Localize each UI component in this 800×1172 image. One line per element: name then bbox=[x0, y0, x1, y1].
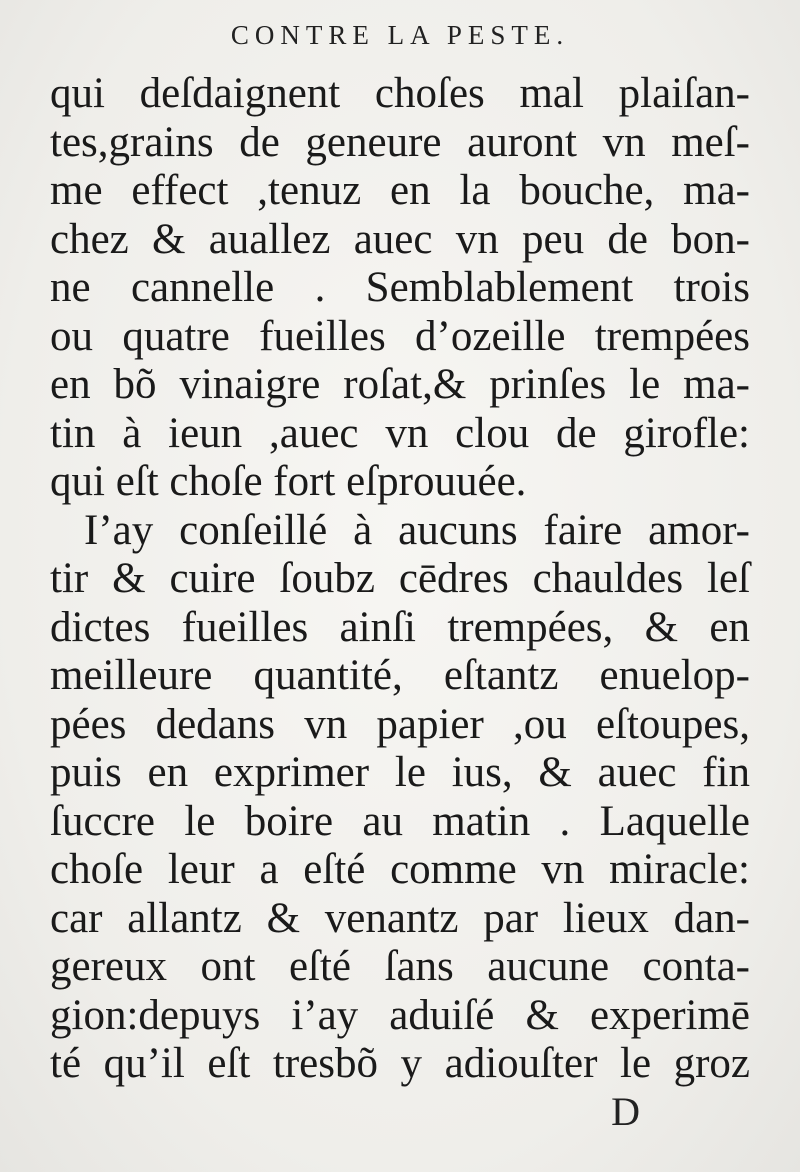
body-text bbox=[50, 70, 750, 1089]
text-line: ne cannelle . Semblablement trois bbox=[50, 264, 750, 311]
text-line: en bõ vinaigre roſat,& prinſes le ma- bbox=[50, 361, 750, 408]
text-line: té qu’il eſt tresbõ y adiouſter le groz bbox=[50, 1040, 750, 1087]
text-line: qui deſdaignent choſes mal plaiſan- bbox=[50, 70, 750, 117]
text-line: gereux ont eſté ſans aucune conta- bbox=[50, 943, 750, 990]
text-line: tir & cuire ſoubz cēdres chauldes leſ bbox=[50, 555, 750, 602]
text-line: tes,grains de geneure auront vn meſ- bbox=[50, 118, 750, 166]
text-line: car allantz & venantz par lieux dan- bbox=[50, 894, 750, 942]
text-line: choſe leur a eſté comme vn miracle: bbox=[50, 846, 750, 893]
text-line: me effect ,tenuz en la bouche, ma- bbox=[50, 167, 750, 214]
text-line: qui eſt choſe fort eſprouuée. bbox=[50, 458, 527, 505]
text-line: ſuccre le boire au matin . Laquelle bbox=[50, 797, 750, 845]
text-line: gion:depuys i’ay aduiſé & experimē bbox=[50, 991, 750, 1039]
text-line: dictes fueilles ainſi trempées, & en bbox=[50, 603, 750, 651]
text-line: I’ay conſeillé à aucuns faire amor- bbox=[84, 506, 750, 554]
signature-mark: D bbox=[611, 1089, 640, 1134]
text-line: pées dedans vn papier ,ou eſtoupes, bbox=[50, 700, 750, 748]
text-line: tin à ieun ,auec vn clou de girofle: bbox=[50, 409, 750, 457]
text-line: meilleure quantité, eſtantz enuelop- bbox=[50, 652, 750, 699]
text-line: puis en exprimer le ius, & auec fin bbox=[50, 749, 750, 796]
running-head: CONTRE LA PESTE. bbox=[230, 20, 570, 50]
text-line: ou quatre fueilles d’ozeille trempées bbox=[50, 312, 750, 360]
text-line: chez & auallez auec vn peu de bon- bbox=[50, 215, 750, 263]
